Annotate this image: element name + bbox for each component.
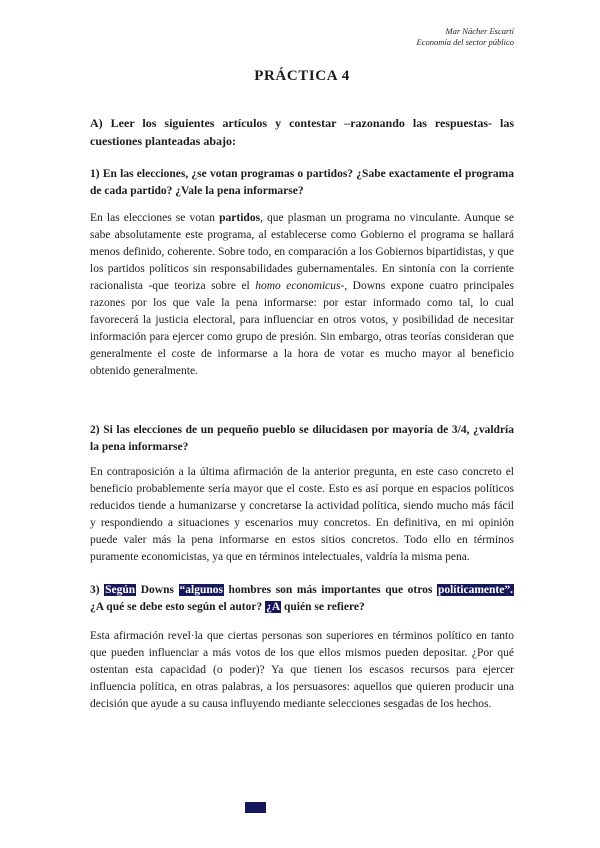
answer-1-run: En las elecciones se votan xyxy=(90,212,220,224)
answer-1-italic-term: homo economicus xyxy=(255,280,341,292)
question-3-highlight: ¿A xyxy=(266,601,281,613)
page-title: PRÁCTICA 4 xyxy=(254,68,350,84)
answer-1-run: -, Downs expone cuatro principales razones por los que vale la pena informarse: por estar informado como tal, lo cual favorecerá la justicia electoral, para influenciar en otros votos, y posibilidad de necesitar información para ejercer como grupo de presión. Sin embargo, otras teorías consideran que generalmente el coste de informarse a la hora de votar es mucho mayor al beneficio obtenido generalmente. xyxy=(90,280,514,377)
answer-1-bold-term: partidos xyxy=(219,212,261,224)
question-3 xyxy=(90,582,514,616)
highlight-artifact xyxy=(245,802,266,813)
answer-2: En contraposición a la última afirmación de la anterior pregunta, en este caso concreto el beneficio probablemente sería mayor que el coste. Esto es así porque en espacios políticos reducidos tiende a humanizarse y concretarse la actividad política, siendo mucho más fácil y respondiendo a situaciones y escenarios muy concretos. En definitiva, en mi opinión puede valer más la pena informarse en estos sitios concretos. Todo ello en términos puramente economicistas, ya que en términos intelectuales, valdría la misma pena. xyxy=(90,466,514,563)
author-name: Mar Nácher Escartí xyxy=(445,26,514,36)
question-3-highlight: “algunos xyxy=(179,584,223,596)
question-3-highlight: políticamente”. xyxy=(437,584,513,596)
question-3-run: 3) xyxy=(90,584,105,596)
answer-1 xyxy=(90,210,514,380)
answer-1-run: , que plasman un programa no vinculante. Aunque se sabe absolutamente este programa, al establecerse como Gobierno el programa se hallará menos definido, coherente. Sobre todo, en comparación a los Gobiernos bipartidistas, y que los partidos políticos sin responsabilidades gubernamentales. En sintonía con la corriente racionalista -que teoriza sobre el xyxy=(90,212,514,292)
answer-3: Esta afirmación revel·la que ciertas personas son superiores en términos político en tanto que pueden influenciar a más votos de los que ellos mismos pueden depositar. ¿Por qué ostentan esta capacidad (o poder)? Ya que tienen los escasos recursos para ejercer influencia política, en otras palabras, a los persuasores: aquellos que quieren producir una decisión que ayude a su causa influyendo mediante selecciones sesgadas de los hechos. xyxy=(90,630,514,710)
question-3-run: Downs xyxy=(136,584,179,596)
question-3-run: quién se refiere? xyxy=(281,601,365,613)
question-3-run: hombres son más importantes que otros xyxy=(224,584,437,596)
question-3-run: ¿A qué se debe esto según el autor? xyxy=(90,601,266,613)
question-2: 2) Si las elecciones de un pequeño pueblo se dilucidasen por mayoría de 3/4, ¿valdría la pena informarse? xyxy=(90,424,514,453)
question-1: 1) En las elecciones, ¿se votan programas o partidos? ¿Sabe exactamente el programa de cada partido? ¿Vale la pena informarse? xyxy=(90,168,514,197)
document-header xyxy=(90,26,514,48)
question-3-highlight: Según xyxy=(105,584,136,596)
course-name: Economía del sector público xyxy=(416,37,514,47)
instructions-text: A) Leer los siguientes artículos y contestar –razonando las respuestas- las cuestiones planteadas abajo: xyxy=(90,116,514,148)
